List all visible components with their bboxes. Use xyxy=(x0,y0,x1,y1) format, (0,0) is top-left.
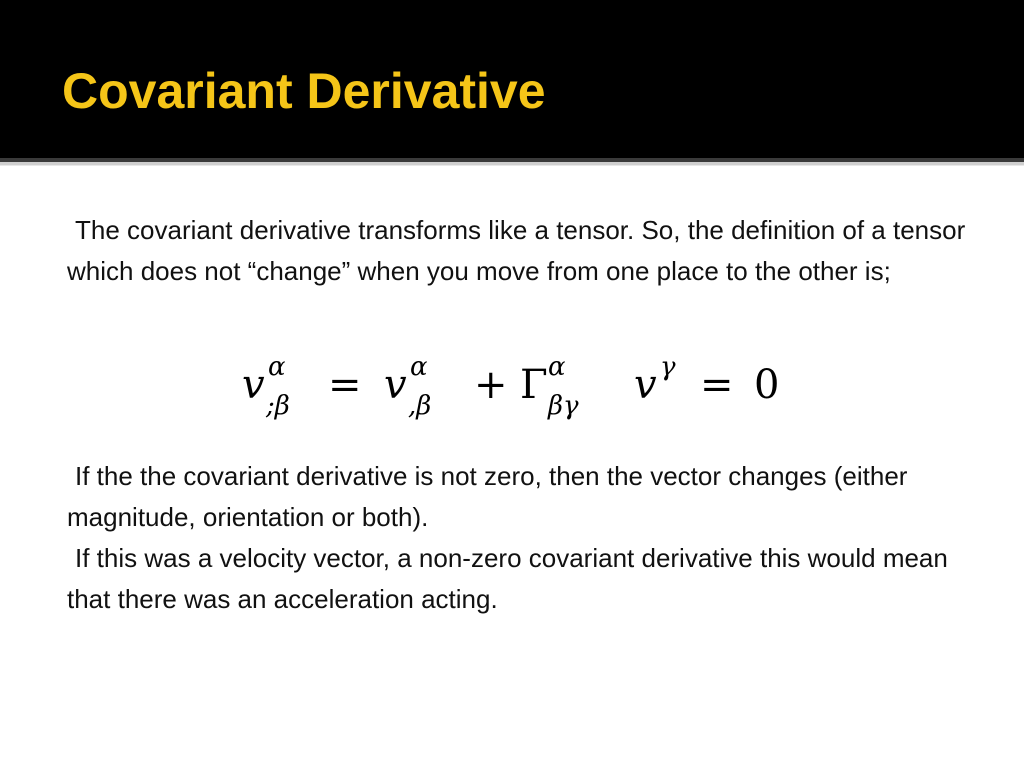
eq-sup-gamma: γ xyxy=(660,352,676,382)
eq-sub-comma-beta: ,β xyxy=(408,391,432,421)
eq-v-2: v xyxy=(384,362,407,408)
eq-plus: + xyxy=(474,362,508,408)
eq-sub-semicolon-beta: ;β xyxy=(266,391,290,421)
eq-christoffel-gamma: Γ xyxy=(520,362,548,408)
covariant-derivative-equation xyxy=(242,348,802,428)
eq-sup-alpha-2: α xyxy=(410,352,428,382)
eq-sub-beta-gamma: βγ xyxy=(548,391,579,421)
slide-title: Covariant Derivative xyxy=(62,63,546,119)
paragraph-tensor-definition: The covariant derivative transforms like a tensor. So, the definition of a tensor which does not “change” when you move from one place to the other is; xyxy=(67,215,966,286)
eq-v-1: v xyxy=(242,362,265,408)
paragraph-nonzero-derivative: If the the covariant derivative is not zero, then the vector changes (either magnitude, orientation or both). xyxy=(67,461,908,532)
eq-equals-1: = xyxy=(328,362,362,408)
eq-sup-alpha-3: α xyxy=(548,352,566,382)
eq-equals-2: = xyxy=(700,362,734,408)
eq-sup-alpha-1: α xyxy=(268,352,286,382)
eq-zero: 0 xyxy=(754,362,780,408)
paragraph-velocity-acceleration: If this was a velocity vector, a non-zero covariant derivative this would mean that there was an acceleration acting. xyxy=(67,543,948,614)
eq-v-3: v xyxy=(634,362,657,408)
title-divider-thin xyxy=(0,165,1024,166)
title-bar xyxy=(0,0,1024,158)
